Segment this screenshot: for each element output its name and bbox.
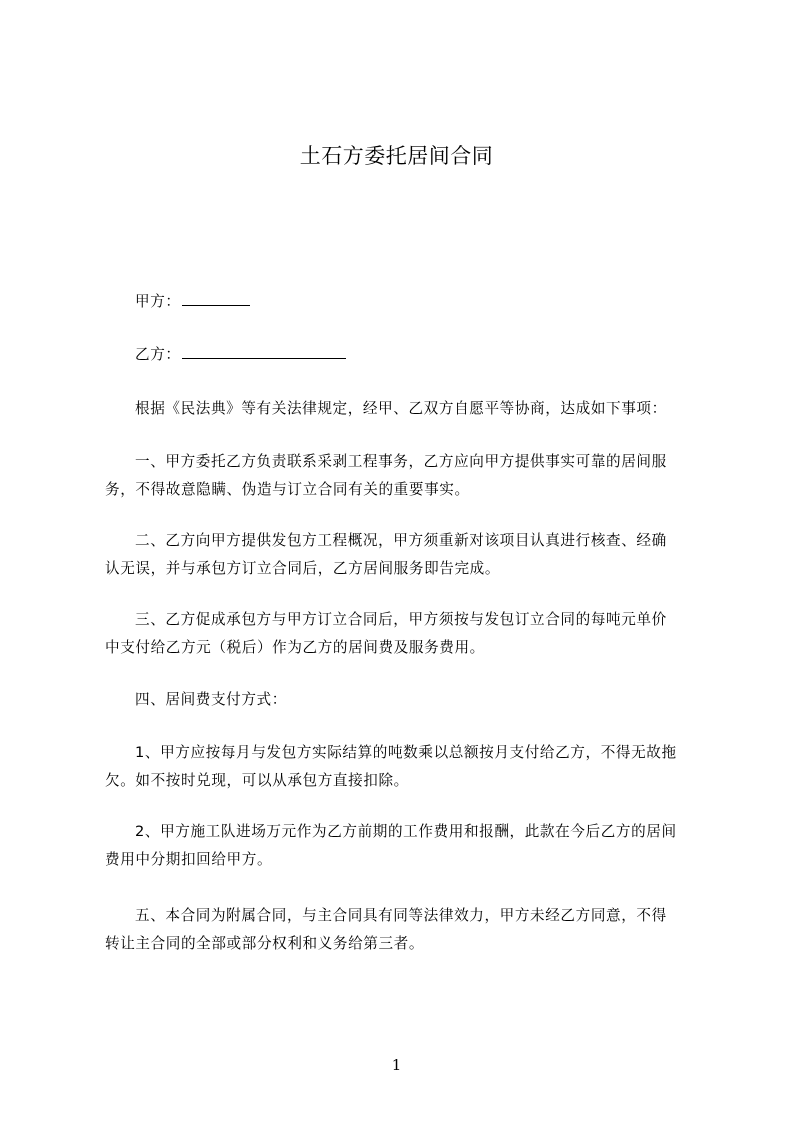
clause-4-heading: 四、居间费支付方式： <box>135 691 287 708</box>
clause-3-line-1: 三、乙方促成承包方与甲方订立合同后，甲方须按与发包订立合同的每吨元单价 <box>135 611 667 628</box>
clause-4-item-1-line-2: 欠。如不按时兑现，可以从承包方直接扣除。 <box>105 772 409 789</box>
clause-2-line-1: 二、乙方向甲方提供发包方工程概况，甲方须重新对该项目认真进行核查、经确 <box>135 532 667 549</box>
clause-1-line-1: 一、甲方委托乙方负责联系采剥工程事务，乙方应向甲方提供事实可靠的居间服 <box>135 453 667 470</box>
page-number: 1 <box>391 1056 402 1074</box>
clause-4-item-2-line-1: 2、甲方施工队进场万元作为乙方前期的工作费用和报酬，此款在今后乙方的居间 <box>135 823 677 840</box>
clause-1-line-2: 务，不得故意隐瞒、伪造与订立合同有关的重要事实。 <box>105 481 470 498</box>
clause-4-item-2-line-2: 费用中分期扣回给甲方。 <box>105 851 273 868</box>
clause-4-item-1-line-1: 1、甲方应按每月与发包方实际结算的吨数乘以总额按月支付给乙方，不得无故拖 <box>135 744 677 761</box>
clause-3-line-2: 中支付给乙方元（税后）作为乙方的居间费及服务费用。 <box>105 639 485 656</box>
clause-5-line-1: 五、本合同为附属合同，与主合同具有同等法律效力，甲方未经乙方同意，不得 <box>135 907 667 924</box>
document-title: 土石方委托居间合同 <box>299 144 494 168</box>
party-a-label: 甲方： <box>135 293 181 310</box>
party-b-label: 乙方： <box>135 346 181 363</box>
party-b-blank <box>182 344 346 359</box>
clause-5-line-2: 转让主合同的全部或部分权利和义务给第三者。 <box>105 935 425 952</box>
clause-2-line-2: 认无误，并与承包方订立合同后，乙方居间服务即告完成。 <box>105 560 501 577</box>
party-a-line <box>105 291 740 312</box>
party-a-blank <box>182 291 250 306</box>
preamble: 根据《民法典》等有关法律规定，经甲、乙双方自愿平等协商，达成如下事项： <box>135 400 667 417</box>
party-b-line <box>105 344 740 365</box>
